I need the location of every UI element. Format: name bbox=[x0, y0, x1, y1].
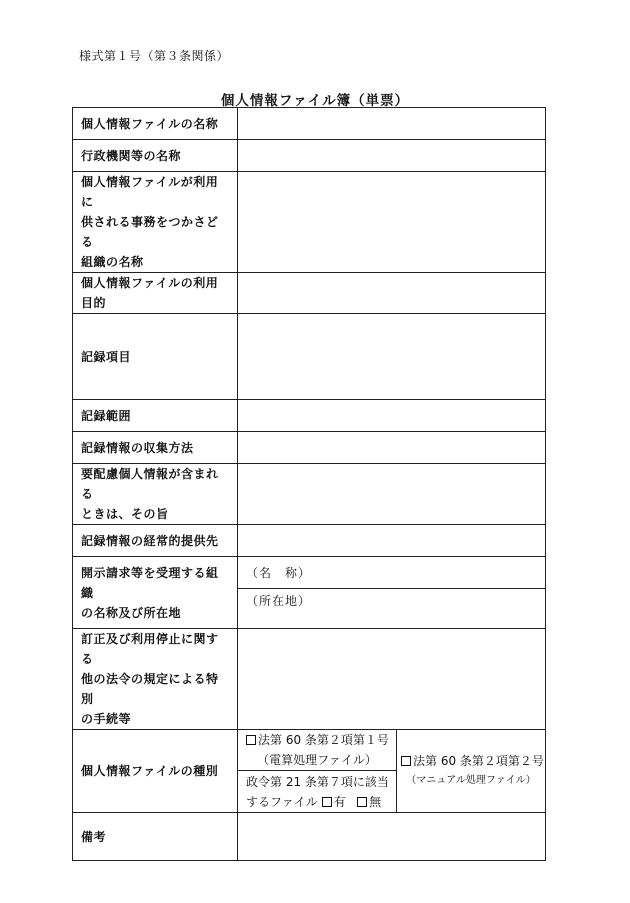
label-organization-line2: 供される事務をつかさどる bbox=[81, 215, 219, 249]
row-record-scope bbox=[73, 400, 546, 432]
label-disclosure-line1: 開示請求等を受理する組織 bbox=[81, 565, 219, 600]
label-record-items: 記録項目 bbox=[73, 314, 238, 400]
ordinance-line2 bbox=[246, 792, 388, 812]
electronic-file-line1 bbox=[246, 730, 388, 750]
manual-file-line2: （マニュアル処理ファイル） bbox=[406, 775, 536, 786]
row-agency-name bbox=[73, 140, 546, 172]
option-ordinance bbox=[238, 771, 397, 813]
option-electronic-file[interactable] bbox=[238, 730, 397, 771]
registry-table bbox=[72, 107, 546, 861]
checkbox-icon[interactable] bbox=[322, 797, 332, 807]
field-collection-method[interactable] bbox=[238, 432, 546, 464]
electronic-file-line2: （電算処理ファイル） bbox=[257, 753, 377, 767]
label-organization bbox=[73, 172, 238, 273]
label-sensitive-line2: ときは、その旨 bbox=[81, 507, 169, 521]
row-organization bbox=[73, 172, 546, 273]
disclosure-name-prefix: （名 称） bbox=[246, 566, 312, 580]
checkbox-icon[interactable] bbox=[401, 756, 411, 766]
field-purpose[interactable] bbox=[238, 273, 546, 314]
label-correction-line3: の手続等 bbox=[81, 712, 132, 726]
row-sensitive-info bbox=[73, 464, 546, 525]
label-correction bbox=[73, 629, 238, 730]
form-number-label: 様式第１号（第３条関係） bbox=[79, 49, 230, 63]
ordinance-no-label: 無 bbox=[369, 794, 382, 809]
label-disclosure-line2: の名称及び所在地 bbox=[81, 605, 182, 620]
manual-file-label: 法第 60 条第２項第２号 bbox=[413, 754, 544, 768]
row-correction bbox=[73, 629, 546, 730]
row-file-name bbox=[73, 108, 546, 140]
row-collection-method bbox=[73, 432, 546, 464]
label-record-scope: 記録範囲 bbox=[73, 400, 238, 432]
electronic-file-label: 法第 60 条第２項第１号 bbox=[258, 733, 389, 747]
field-correction[interactable] bbox=[238, 629, 546, 730]
field-sensitive-info[interactable] bbox=[238, 464, 546, 525]
label-purpose: 個人情報ファイルの利用目的 bbox=[73, 273, 238, 314]
label-agency-name: 行政機関等の名称 bbox=[73, 140, 238, 172]
field-agency-name[interactable] bbox=[238, 140, 546, 172]
row-record-items bbox=[73, 314, 546, 400]
field-provision[interactable] bbox=[238, 525, 546, 557]
label-sensitive-line1: 要配慮個人情報が含まれる bbox=[81, 467, 219, 501]
row-file-type-top bbox=[73, 730, 546, 771]
ordinance-yes-label: 有 bbox=[333, 794, 346, 809]
label-sensitive-info bbox=[73, 464, 238, 525]
field-file-name[interactable] bbox=[238, 108, 546, 140]
label-file-name: 個人情報ファイルの名称 bbox=[73, 108, 238, 140]
label-organization-line1: 個人情報ファイルが利用に bbox=[81, 175, 219, 209]
field-record-scope[interactable] bbox=[238, 400, 546, 432]
row-disclosure-name bbox=[73, 557, 546, 589]
label-remarks: 備考 bbox=[73, 813, 238, 861]
checkbox-icon[interactable] bbox=[246, 735, 256, 745]
ordinance-line1: 政令第 21 条第７項に該当 bbox=[246, 774, 389, 789]
field-disclosure-address[interactable] bbox=[238, 589, 546, 629]
field-record-items[interactable] bbox=[238, 314, 546, 400]
label-provision: 記録情報の経常的提供先 bbox=[73, 525, 238, 557]
label-file-type: 個人情報ファイルの種別 bbox=[73, 730, 238, 813]
label-collection-method: 記録情報の収集方法 bbox=[73, 432, 238, 464]
row-purpose bbox=[73, 273, 546, 314]
page-title: 個人情報ファイル簿（単票） bbox=[220, 93, 410, 109]
label-organization-line3: 組織の名称 bbox=[81, 255, 144, 269]
ordinance-file-label: するファイル bbox=[246, 794, 318, 809]
checkbox-icon[interactable] bbox=[357, 797, 367, 807]
label-correction-line2: 他の法令の規定による特別 bbox=[81, 672, 219, 706]
field-organization[interactable] bbox=[238, 172, 546, 273]
row-provision bbox=[73, 525, 546, 557]
field-disclosure-name[interactable] bbox=[238, 557, 546, 589]
field-remarks[interactable] bbox=[238, 813, 546, 861]
disclosure-address-prefix: （所在地） bbox=[246, 594, 312, 608]
label-disclosure bbox=[73, 557, 238, 629]
label-correction-line1: 訂正及び利用停止に関する bbox=[81, 632, 219, 666]
manual-file-line1 bbox=[401, 751, 544, 771]
option-manual-file[interactable] bbox=[397, 730, 546, 813]
row-remarks bbox=[73, 813, 546, 861]
